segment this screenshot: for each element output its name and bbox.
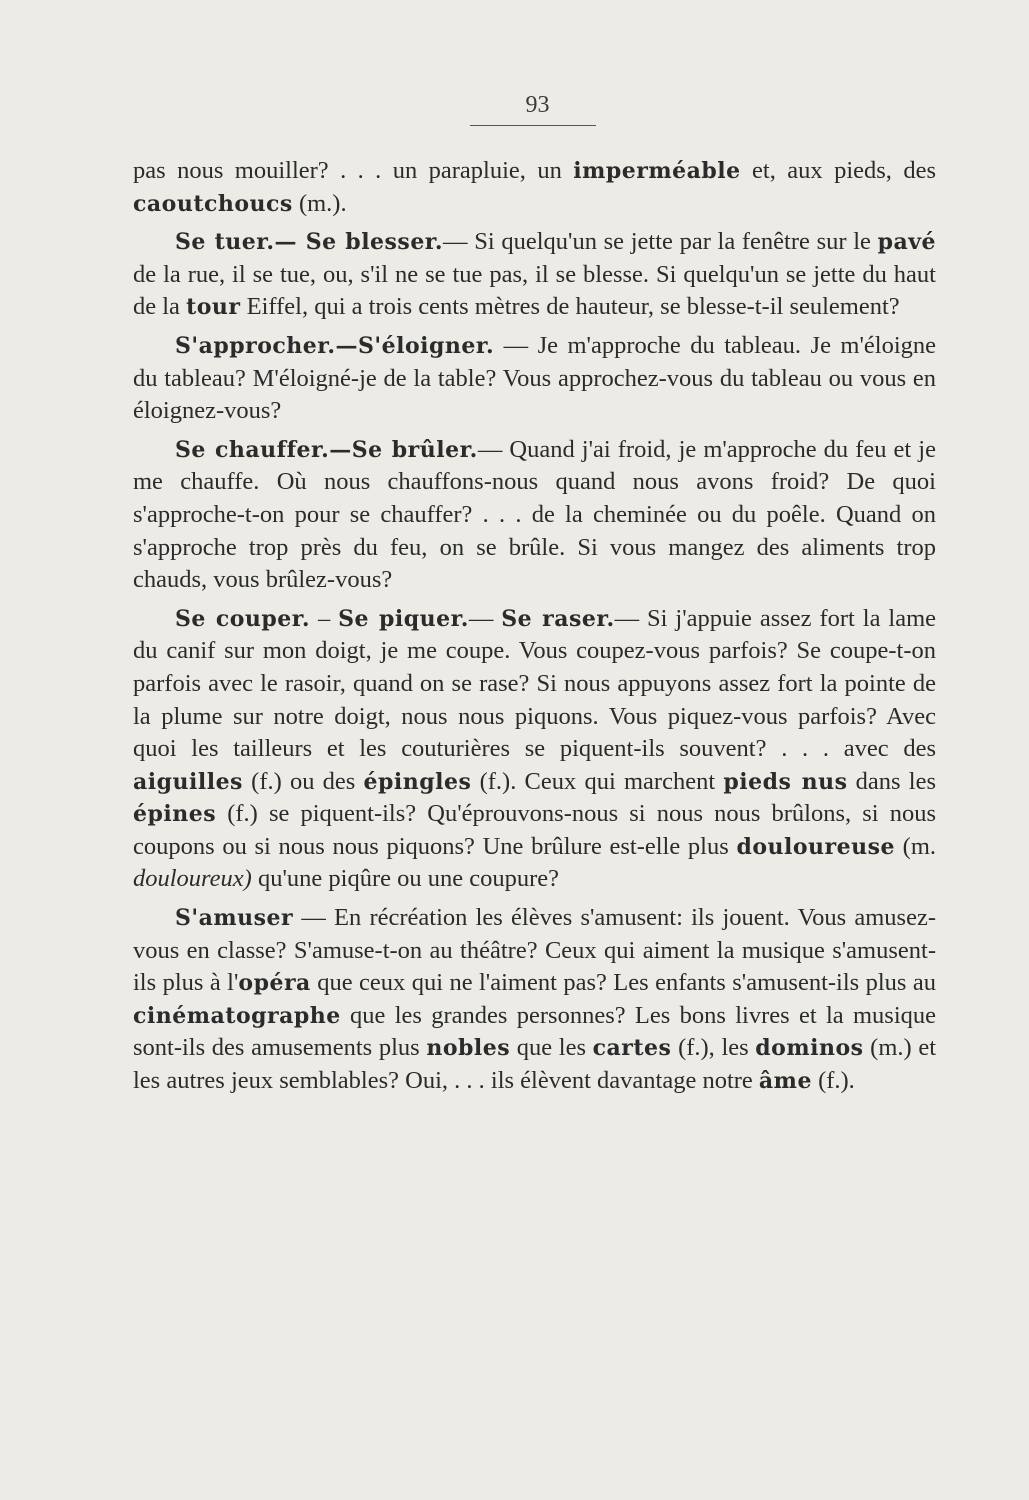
bold-term: cinématographe bbox=[133, 1002, 341, 1029]
header-rule bbox=[470, 125, 596, 126]
bold-term: âme bbox=[758, 1068, 812, 1095]
paragraph bbox=[133, 330, 936, 428]
body-text bbox=[133, 155, 936, 1104]
text-run: (m. bbox=[894, 832, 936, 860]
text-run: que ceux qui ne l'aiment pas? Les enfants s'amusent-ils plus au bbox=[310, 969, 937, 997]
text-run: (m.). bbox=[292, 189, 347, 217]
bold-term: dominos bbox=[755, 1035, 864, 1062]
bold-term: Se piquer. bbox=[338, 605, 469, 632]
bold-term: Se couper. bbox=[175, 605, 311, 632]
page-number: 93 bbox=[525, 92, 550, 118]
bold-term: épingles bbox=[363, 768, 472, 795]
bold-term: cartes bbox=[592, 1035, 672, 1062]
bold-term: Se chauffer.—Se brûler. bbox=[175, 436, 478, 463]
text-run: (f.), les bbox=[671, 1034, 756, 1062]
italic-term: douloureux) bbox=[133, 865, 252, 893]
text-run: — En récréation les élèves s'amusent: ils jouent. Vous amusez-vous en classe? S'amuse-t-on au théâtre? Ceux qui aiment la musique s'amusent-ils plus à l' bbox=[133, 904, 936, 997]
paragraph bbox=[133, 226, 936, 324]
text-run: qu'une piqûre ou une coupure? bbox=[251, 865, 560, 893]
text-run: (f.). bbox=[811, 1067, 855, 1095]
text-run: de la rue, il se tue, ou, s'il ne se tue pas, il se blesse. Si quelqu'un se jette du haut de la bbox=[133, 260, 936, 321]
text-run: et, aux pieds, des bbox=[740, 157, 936, 184]
bold-term: S'approcher.—S'éloigner. bbox=[175, 332, 495, 359]
bold-term: S'amuser bbox=[175, 905, 294, 932]
bold-term: opéra bbox=[238, 970, 311, 997]
text-run: que les grandes personnes? Les bons livres et la musique sont-ils des amusements plus bbox=[133, 1001, 936, 1062]
text-run: (f.). Ceux qui marchent bbox=[471, 767, 724, 795]
bold-term: Se tuer.— Se blesser. bbox=[175, 229, 444, 256]
paragraph bbox=[133, 434, 936, 597]
text-run: (f.) se piquent-ils? Qu'éprouvons-nous si nous nous brûlons, si nous coupons ou si nous nous piquons? Une brûlure est-elle plus bbox=[133, 800, 936, 860]
paragraph bbox=[133, 902, 936, 1098]
text-run: pas nous mouiller? . . . un parapluie, un bbox=[133, 157, 574, 184]
bold-term: pavé bbox=[877, 229, 936, 256]
text-run: (f.) ou des bbox=[242, 767, 364, 795]
bold-term: nobles bbox=[426, 1035, 511, 1062]
bold-term: imperméable bbox=[573, 158, 741, 184]
text-run: — Si quelqu'un se jette par la fenêtre sur le bbox=[443, 228, 878, 256]
text-run: (m.) et les autres jeux semblables? Oui, . . . ils élèvent davantage notre bbox=[133, 1034, 937, 1095]
text-run: – bbox=[310, 604, 339, 632]
bold-term: épines bbox=[133, 801, 217, 828]
bold-term: douloureuse bbox=[736, 833, 895, 860]
text-run: dans les bbox=[847, 767, 937, 795]
bold-term: aiguilles bbox=[133, 768, 243, 795]
bold-term: Se raser. bbox=[501, 605, 615, 632]
text-run: que les bbox=[510, 1034, 593, 1062]
paragraph bbox=[133, 155, 936, 220]
text-run: — Quand j'ai froid, je m'approche du feu et je me chauffe. Où nous chauffons-nous quand nous avons froid? De quoi s'approche-t-on pour se chauffer? . . . de la cheminée ou du poêle. Quand on s'approche trop près du feu, on se brûle. Si vous mangez des aliments trop chauds, vous brûlez-vous? bbox=[133, 435, 936, 594]
text-run: — Si j'appuie assez fort la lame du canif sur mon doigt, je me coupe. Vous coupez-vous parfois? Se coupe-t-on parfois avec le rasoir, quand on se rase? Si nous appuyons assez fort la pointe de la plume sur notre doigt, nous nous piquons. Vous piquez-vous parfois? Avec quoi les tailleurs et les couturières se piquent-ils souvent? . . . avec des bbox=[133, 604, 937, 763]
text-run: — Je m'approche du tableau. Je m'éloigne du tableau? M'éloigné-je de la table? Vous approchez-vous du tableau ou vous en éloignez-vous? bbox=[133, 331, 936, 425]
text-run: — bbox=[468, 604, 502, 632]
bold-term: pieds nus bbox=[723, 768, 848, 795]
bold-term: tour bbox=[186, 294, 241, 321]
paragraph bbox=[133, 603, 936, 896]
bold-term: caoutchoucs bbox=[133, 190, 293, 217]
text-run: Eiffel, qui a trois cents mètres de hauteur, se blesse-t-il seulement? bbox=[240, 293, 900, 321]
